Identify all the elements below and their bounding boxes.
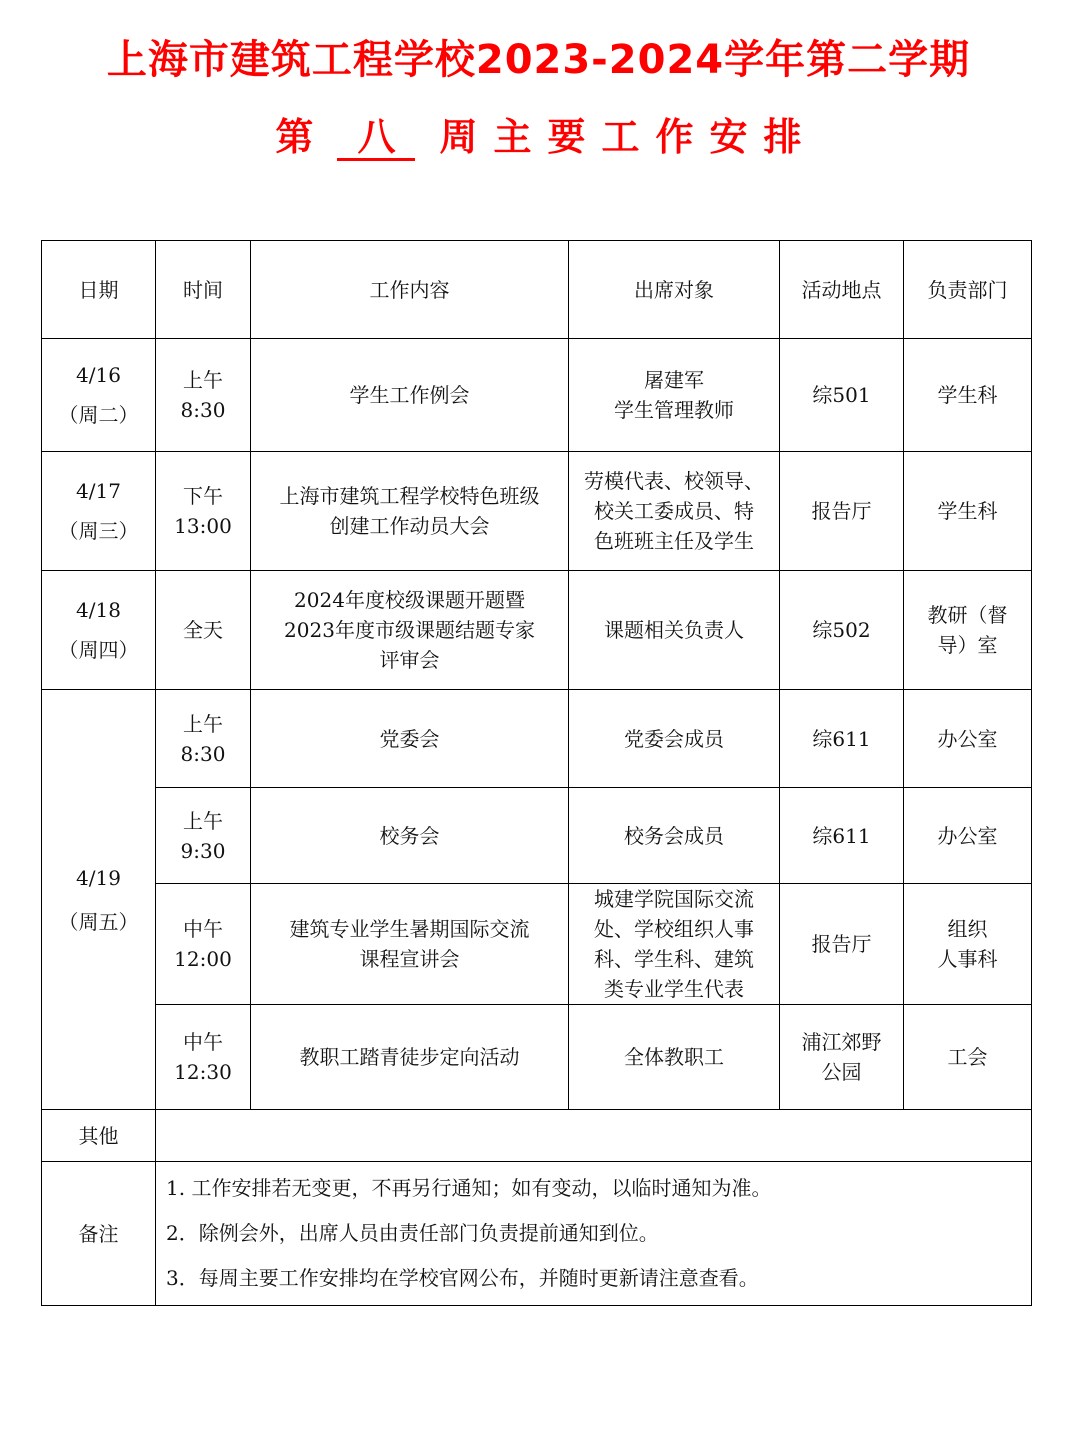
time-period: 上午 xyxy=(183,808,223,833)
content-cell xyxy=(251,571,569,690)
time-value: 12:00 xyxy=(174,947,232,971)
content-text: 评审会 xyxy=(379,648,440,672)
attendees-cell xyxy=(569,788,780,884)
content-text: 2024年度校级课题开题暨 xyxy=(294,588,525,612)
content-cell xyxy=(251,690,569,788)
time-period: 上午 xyxy=(183,368,223,392)
dept-text: 人事科 xyxy=(937,947,998,971)
content-text: 党委会 xyxy=(379,726,440,751)
dept-cell xyxy=(904,884,1032,1005)
table-row xyxy=(42,339,1032,452)
content-cell xyxy=(251,1005,569,1110)
dept-cell xyxy=(904,339,1032,452)
dept-text: 办公室 xyxy=(937,726,998,751)
attendees-text: 校关工委成员、特 xyxy=(594,499,754,523)
location-text: 综501 xyxy=(812,383,871,407)
attendees-cell xyxy=(569,571,780,690)
content-text: 建筑专业学生暑期国际交流 xyxy=(289,917,530,941)
week-title xyxy=(0,110,1077,164)
table-row xyxy=(42,884,1032,1005)
time-period: 全天 xyxy=(183,618,223,642)
time-cell xyxy=(156,690,251,788)
table-row xyxy=(42,1005,1032,1110)
dept-text: 工会 xyxy=(947,1045,988,1069)
time-period: 下午 xyxy=(183,484,223,508)
time-value: 9:30 xyxy=(180,838,226,863)
attendees-text: 党委会成员 xyxy=(624,726,724,751)
content-text: 学生工作例会 xyxy=(349,383,470,407)
dept-cell xyxy=(904,690,1032,788)
location-text: 报告厅 xyxy=(811,499,872,523)
header-attendees: 出席对象 xyxy=(569,241,780,339)
attendees-text: 处、学校组织人事 xyxy=(594,917,754,941)
attendees-text: 校务会成员 xyxy=(624,823,724,848)
other-value xyxy=(156,1110,1032,1162)
content-cell xyxy=(251,339,569,452)
time-cell xyxy=(156,884,251,1005)
location-cell xyxy=(780,788,904,884)
note-item: 1. 工作安排若无变更，不再另行通知；如有变动，以临时通知为准。 xyxy=(166,1176,772,1200)
weekday-text: （周四） xyxy=(58,638,139,662)
note-item: 3．每周主要工作安排均在学校官网公布，并随时更新请注意查看。 xyxy=(166,1266,759,1290)
table-row xyxy=(42,452,1032,571)
note-item: 2．除例会外，出席人员由责任部门负责提前通知到位。 xyxy=(166,1221,659,1245)
time-value: 12:30 xyxy=(174,1060,232,1084)
location-text: 综611 xyxy=(812,726,871,751)
date-text: 4/17 xyxy=(76,479,121,503)
content-text: 创建工作动员大会 xyxy=(329,514,490,538)
time-value: 8:30 xyxy=(180,741,226,766)
content-cell xyxy=(251,884,569,1005)
header-location: 活动地点 xyxy=(780,241,904,339)
attendees-text: 学生管理教师 xyxy=(614,398,734,422)
date-cell xyxy=(42,452,156,571)
attendees-text: 色班班主任及学生 xyxy=(594,529,754,553)
header-time: 时间 xyxy=(156,241,251,339)
content-text: 课程宣讲会 xyxy=(359,947,460,971)
content-text: 2023年度市级课题结题专家 xyxy=(284,618,535,642)
time-period: 中午 xyxy=(183,917,223,941)
weekday-text: （周三） xyxy=(58,519,139,543)
location-cell xyxy=(780,884,904,1005)
location-cell xyxy=(780,339,904,452)
time-value: 8:30 xyxy=(180,398,226,422)
attendees-cell xyxy=(569,339,780,452)
location-cell xyxy=(780,1005,904,1110)
week-title-char: 安 xyxy=(709,115,748,159)
dept-cell xyxy=(904,1005,1032,1110)
time-value: 13:00 xyxy=(174,514,232,538)
location-text: 综611 xyxy=(812,823,871,848)
dept-text: 办公室 xyxy=(937,823,998,848)
dept-cell xyxy=(904,788,1032,884)
weekday-text: （周二） xyxy=(58,403,139,427)
location-text: 报告厅 xyxy=(811,932,872,956)
date-text: 4/19 xyxy=(76,865,121,890)
dept-text: 导）室 xyxy=(937,633,998,657)
week-number: 八 xyxy=(337,116,415,161)
location-text: 公园 xyxy=(821,1060,862,1084)
content-text: 校务会 xyxy=(379,823,440,848)
notes-row xyxy=(42,1162,1032,1306)
time-period: 中午 xyxy=(183,1030,223,1054)
week-title-char: 作 xyxy=(655,115,694,159)
weekday-text: （周五） xyxy=(58,909,139,934)
week-title-char: 周 xyxy=(439,115,478,159)
attendees-text: 屠建军 xyxy=(644,368,704,392)
date-text: 4/16 xyxy=(76,363,121,387)
location-cell xyxy=(780,452,904,571)
attendees-text: 课题相关负责人 xyxy=(604,618,744,642)
attendees-text: 全体教职工 xyxy=(624,1045,724,1069)
dept-cell xyxy=(904,452,1032,571)
dept-text: 组织 xyxy=(947,917,988,941)
week-title-char: 主 xyxy=(493,115,532,159)
location-cell xyxy=(780,690,904,788)
dept-text: 学生科 xyxy=(937,383,998,407)
document-title: 上海市建筑工程学校2023-2024学年第二学期 xyxy=(106,37,971,83)
dept-text: 教研（督 xyxy=(927,603,1008,627)
table-row xyxy=(42,690,1032,788)
dept-cell xyxy=(904,571,1032,690)
time-cell xyxy=(156,1005,251,1110)
table-row xyxy=(42,571,1032,690)
table-header-row xyxy=(42,241,1032,339)
week-title-prefix: 第 xyxy=(275,115,314,159)
location-text: 浦江郊野 xyxy=(801,1030,882,1054)
content-text: 上海市建筑工程学校特色班级 xyxy=(279,484,540,508)
attendees-text: 劳模代表、校领导、 xyxy=(584,469,764,493)
header-date: 日期 xyxy=(42,241,156,339)
attendees-cell xyxy=(569,1005,780,1110)
attendees-text: 城建学院国际交流 xyxy=(594,887,754,911)
dept-text: 学生科 xyxy=(937,499,998,523)
attendees-cell xyxy=(569,452,780,571)
notes-label: 备注 xyxy=(42,1162,156,1306)
attendees-cell xyxy=(569,884,780,1005)
attendees-text: 类专业学生代表 xyxy=(604,977,744,1001)
notes-cell xyxy=(156,1162,1032,1306)
time-cell xyxy=(156,571,251,690)
location-cell xyxy=(780,571,904,690)
header-content: 工作内容 xyxy=(251,241,569,339)
date-cell xyxy=(42,339,156,452)
attendees-text: 科、学生科、建筑 xyxy=(594,947,754,971)
week-title-char: 排 xyxy=(763,115,802,159)
week-title-char: 要 xyxy=(547,115,586,159)
other-row xyxy=(42,1110,1032,1162)
time-period: 上午 xyxy=(183,711,223,736)
content-cell xyxy=(251,788,569,884)
date-cell xyxy=(42,571,156,690)
time-cell xyxy=(156,788,251,884)
attendees-cell xyxy=(569,690,780,788)
table-row xyxy=(42,788,1032,884)
content-cell xyxy=(251,452,569,571)
week-title-char: 工 xyxy=(601,115,640,159)
time-cell xyxy=(156,452,251,571)
other-label: 其他 xyxy=(42,1110,156,1162)
header-dept: 负责部门 xyxy=(904,241,1032,339)
date-text: 4/18 xyxy=(76,598,121,622)
content-text: 教职工踏青徒步定向活动 xyxy=(299,1045,520,1069)
location-text: 综502 xyxy=(812,618,871,642)
time-cell xyxy=(156,339,251,452)
date-cell xyxy=(42,690,156,1110)
schedule-table xyxy=(41,240,1032,1306)
